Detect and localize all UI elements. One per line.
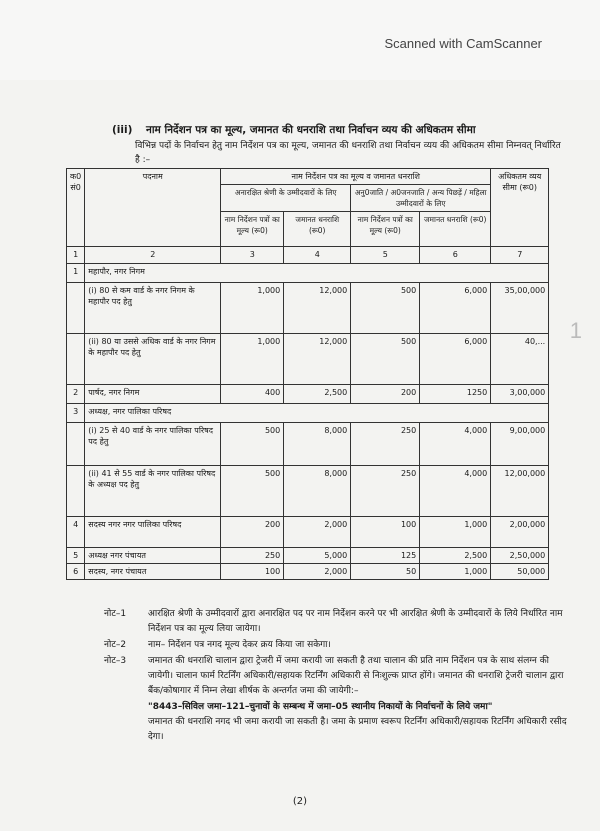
row-nomination-fee: 200 <box>221 517 284 548</box>
header-sno: क0 सं0 <box>67 169 85 247</box>
row-nomination-fee: 400 <box>221 385 284 404</box>
row-sno <box>67 423 85 466</box>
col-number: 1 <box>67 247 85 264</box>
note-label: नोट–2 <box>104 640 127 650</box>
row-post: सदस्य नगर नगर पालिका परिषद <box>85 517 221 548</box>
row-deposit: 5,000 <box>284 548 351 564</box>
col-number: 6 <box>420 247 491 264</box>
table-row <box>67 564 549 580</box>
note-item <box>104 607 574 637</box>
row-post: (ii) 80 या उससे अधिक वार्ड के नगर निगम के महापौर पद हेतु <box>85 334 221 385</box>
notes-section <box>104 607 574 745</box>
row-max-expense: 3,00,000 <box>491 385 549 404</box>
header-nomination-fee-reserved: नाम निर्देशन पत्रों का मूल्य (रू0) <box>351 212 420 247</box>
table-row <box>67 264 549 283</box>
row-post: (i) 80 से कम वार्ड के नगर निगम के महापौर पद हेतु <box>85 283 221 334</box>
row-sno: 3 <box>67 404 85 423</box>
table-row <box>67 385 549 404</box>
section-number: (iii) <box>112 124 133 136</box>
table-row <box>67 466 549 517</box>
col-number: 5 <box>351 247 420 264</box>
row-nomination-fee-reserved: 200 <box>351 385 420 404</box>
row-nomination-fee: 500 <box>221 466 284 517</box>
row-deposit: 2,500 <box>284 385 351 404</box>
row-max-expense: 2,50,000 <box>491 548 549 564</box>
table-row <box>67 423 549 466</box>
note-label: नोट–3 <box>104 656 127 666</box>
header-post: पदनाम <box>85 169 221 247</box>
row-nomination-fee: 250 <box>221 548 284 564</box>
col-number: 3 <box>221 247 284 264</box>
col-number: 7 <box>491 247 549 264</box>
row-sno: 1 <box>67 264 85 283</box>
row-deposit-reserved: 2,500 <box>420 548 491 564</box>
row-max-expense: 12,00,000 <box>491 466 549 517</box>
col-number: 4 <box>284 247 351 264</box>
row-nomination-fee-reserved: 500 <box>351 283 420 334</box>
header-deposit-reserved: जमानत धनराशि (रू0) <box>420 212 491 247</box>
row-nomination-fee-reserved: 250 <box>351 423 420 466</box>
row-post: (i) 25 से 40 वार्ड के नगर पालिका परिषद पद हेतु <box>85 423 221 466</box>
section-title <box>112 123 582 137</box>
scanner-header <box>0 0 600 80</box>
row-nomination-fee: 500 <box>221 423 284 466</box>
header-max-expense: अधिकतम व्यय सीमा (रू0) <box>491 169 549 247</box>
row-nomination-fee-reserved: 250 <box>351 466 420 517</box>
table-row <box>67 283 549 334</box>
row-deposit-reserved: 4,000 <box>420 423 491 466</box>
table-row <box>67 334 549 385</box>
note-text: आरक्षित श्रेणी के उम्मीदवारों द्वारा अनारक्षित पद पर नाम निर्देशन करने पर भी आरक्षित श्रेणी के उम्मीदवारों के लिये निर्धारित नाम निर्देशन पत्र का मूल्य लिया जायेगा। <box>148 609 563 634</box>
row-deposit-reserved: 1,000 <box>420 517 491 548</box>
scanner-label: Scanned with CamScanner <box>384 36 542 51</box>
row-post: सदस्य, नगर पंचायत <box>85 564 221 580</box>
row-heading: अध्यक्ष, नगर पालिका परिषद <box>85 404 549 423</box>
row-deposit-reserved: 6,000 <box>420 334 491 385</box>
row-deposit: 8,000 <box>284 466 351 517</box>
column-number-row <box>67 247 549 264</box>
section-title-text: नाम निर्देशन पत्र का मूल्य, जमानत की धनराशि तथा निर्वाचन व्यय की अधिकतम सीमा <box>146 124 476 136</box>
row-max-expense: 9,00,000 <box>491 423 549 466</box>
row-deposit: 12,000 <box>284 334 351 385</box>
header-deposit: जमानत धनराशि (रू0) <box>284 212 351 247</box>
row-nomination-fee: 1,000 <box>221 283 284 334</box>
row-deposit-reserved: 6,000 <box>420 283 491 334</box>
note-label: नोट–1 <box>104 609 127 619</box>
row-max-expense: 35,00,000 <box>491 283 549 334</box>
row-deposit-reserved: 1250 <box>420 385 491 404</box>
row-deposit: 2,000 <box>284 564 351 580</box>
row-sno <box>67 334 85 385</box>
row-post: (ii) 41 से 55 वार्ड के नगर पालिका परिषद के अध्यक्ष पद हेतु <box>85 466 221 517</box>
row-max-expense: 2,00,000 <box>491 517 549 548</box>
row-sno <box>67 466 85 517</box>
row-sno: 6 <box>67 564 85 580</box>
header-nomination-fee: नाम निर्देशन पत्रों का मूल्य (रू0) <box>221 212 284 247</box>
row-nomination-fee-reserved: 500 <box>351 334 420 385</box>
row-deposit: 2,000 <box>284 517 351 548</box>
row-max-expense: 50,000 <box>491 564 549 580</box>
row-deposit: 8,000 <box>284 423 351 466</box>
row-nomination-fee-reserved: 50 <box>351 564 420 580</box>
table-row <box>67 404 549 423</box>
row-deposit: 12,000 <box>284 283 351 334</box>
page-count-badge: 1 <box>569 318 582 343</box>
note-item <box>104 638 574 653</box>
col-number: 2 <box>85 247 221 264</box>
note-item <box>104 654 574 699</box>
account-head: "8443–सिविल जमा–121–चुनावों के सम्बन्ध में जमा–05 स्थानीय निकायों के निर्वाचनों के लिये जमा" <box>148 702 493 712</box>
note-text: जमानत की धनराशि चालान द्वारा ट्रेजरी में जमा करायी जा सकती है तथा चालान की प्रति नाम निर्देशन पत्र के साथ संलग्न की जायेगी। चालान फार्म रिटर्निंग अधिकारी/सहायक रिटर्निंग अधिकारी से निःशुल्क प्राप्त होंगे। जमानत की धनराशि ट्रेजरी चालान द्वारा बैंक/कोषागार में निम्न लेखा शीर्षक के अन्तर्गत जमा की जायेगी:– <box>148 656 564 696</box>
row-sno: 5 <box>67 548 85 564</box>
header-group: नाम निर्देशन पत्र का मूल्य व जमानत धनराशि <box>221 169 491 185</box>
page-number: (2) <box>292 796 308 807</box>
row-sno <box>67 283 85 334</box>
row-sno: 4 <box>67 517 85 548</box>
row-post: पार्षद, नगर निगम <box>85 385 221 404</box>
row-sno: 2 <box>67 385 85 404</box>
row-nomination-fee: 100 <box>221 564 284 580</box>
row-nomination-fee-reserved: 100 <box>351 517 420 548</box>
row-nomination-fee-reserved: 125 <box>351 548 420 564</box>
row-deposit-reserved: 1,000 <box>420 564 491 580</box>
row-max-expense: 40,... <box>491 334 549 385</box>
row-post: अध्यक्ष नगर पंचायत <box>85 548 221 564</box>
note-text: नाम– निर्देशन पत्र नगद मूल्य देकर क्रय किया जा सकेगा। <box>148 640 331 650</box>
section-intro: विभिन्न पदों के निर्वाचन हेतु नाम निर्देशन पत्र का मूल्य, जमानत की धनराशि तथा निर्वाचन व्यय की अधिकतम सीमा निम्नवत् निर्धारित है :– <box>135 141 561 165</box>
header-reserved: अनु0जाति / अ0जनजाति / अन्य पिछड़ें / महिला उम्मीदवारों के लिए <box>351 185 491 212</box>
row-nomination-fee: 1,000 <box>221 334 284 385</box>
table-row <box>67 517 549 548</box>
fees-table <box>66 168 549 580</box>
row-heading: महापौर, नगर निगम <box>85 264 549 283</box>
row-deposit-reserved: 4,000 <box>420 466 491 517</box>
header-unreserved: अनारक्षित श्रेणी के उम्मीदवारों के लिए <box>221 185 351 212</box>
table-row <box>67 548 549 564</box>
note-3-tail: जमानत की धनराशि नगद भी जमा करायी जा सकती है। जमा के प्रमाण स्वरूप रिटर्निंग अधिकारी/सहायक रिटर्निंग अधिकारी रसीद देगा। <box>148 717 567 742</box>
